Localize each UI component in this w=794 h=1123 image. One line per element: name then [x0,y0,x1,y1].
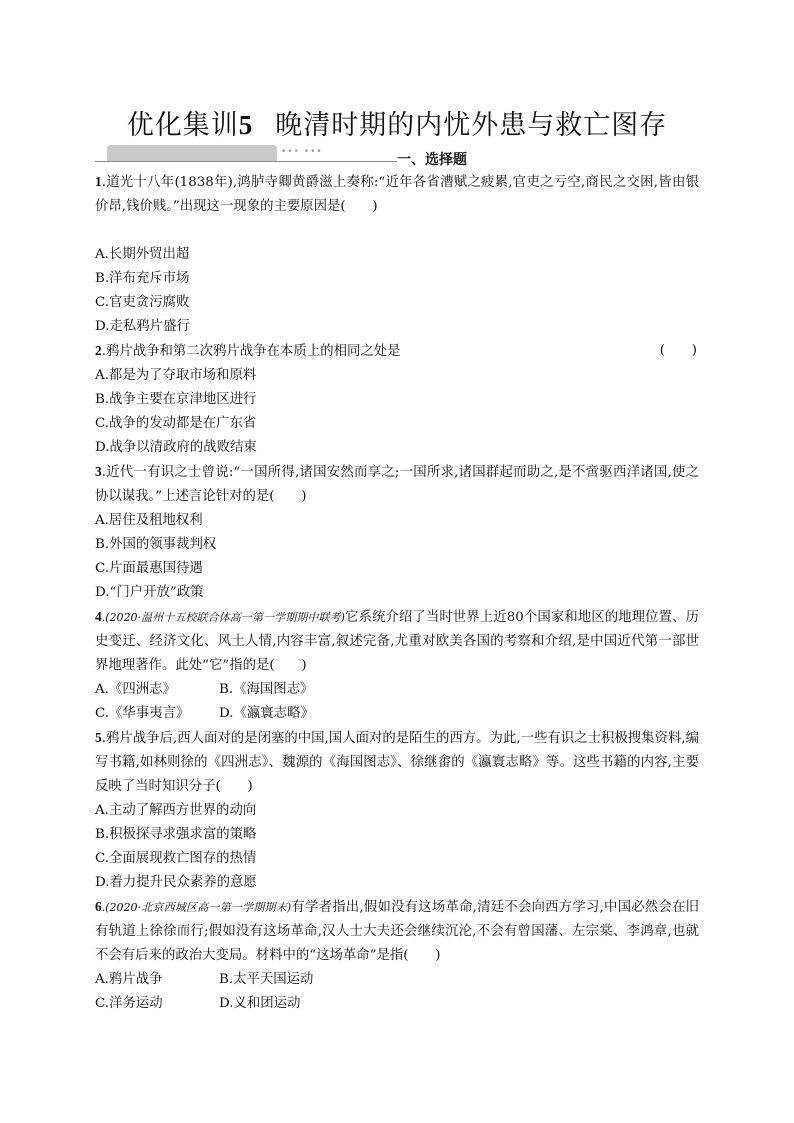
question-6 [95,895,699,1016]
section-rule [95,161,397,162]
title-number: 5 [238,110,254,140]
question-number: 2 [95,343,102,358]
option-d[interactable]: D.着力提升民众素养的意愿 [95,875,257,890]
question-stem: 4.(2020·温州十五校联合体高一第一学期期中联考)它系统介绍了当时世界上近80个国家和地区的地理位置、历史变迁、经济文化、风土人情,内容丰富,叙述完备,尤重对欧美各国的考察和介绍,是中国近代第一部世界地理著作。此处“它”指的是( ) [95,609,699,673]
section-header [95,145,495,168]
options [95,509,699,605]
question-list [95,170,699,1016]
question-stem: 6.(2020·北京西城区高一第一学期期末)有学者指出,假如没有这场革命,清廷不会向西方学习,中国必然会在旧有轨道上徐徐而行;假如没有这场革命,汉人士大夫还会继续沉沦,不会有曾国藩、左宗棠、李鸿章,也就不会有后来的政治大变局。材料中的“这场革命”是指( ) [95,899,699,963]
option-b[interactable]: B.《海国图志》 [219,682,314,697]
option-b[interactable]: B.外国的领事裁判权 [95,537,217,552]
option-c[interactable]: C.《华事夷言》 [95,706,190,721]
question-5 [95,726,699,895]
option-c[interactable]: C.战争的发动都是在广东省 [95,416,257,431]
question-4 [95,605,699,726]
section-tab-decoration [107,145,277,161]
option-a[interactable]: A.《四洲志》 [95,682,176,697]
option-c[interactable]: C.洋务运动 [95,996,163,1011]
option-c[interactable]: C.官吏贪污腐败 [95,295,190,310]
option-d[interactable]: D.走私鸦片盛行 [95,319,190,334]
page-title [0,103,794,142]
question-stem: 5.鸦片战争后,西人面对的是闭塞的中国,国人面对的是陌生的西方。为此,一些有识之士积极搜集资料,编写书籍,如林则徐的《四洲志》、魏源的《海国图志》、徐继畬的《瀛寰志略》等。这些书籍的内容,主要反映了当时知识分子( ) [95,730,699,794]
option-d[interactable]: D.义和团运动 [219,996,301,1011]
question-2 [95,339,699,460]
title-prefix: 优化集训 [126,110,239,141]
question-number: 5 [95,730,102,745]
option-c[interactable]: C.全面展现救亡图存的热情 [95,851,257,866]
option-c[interactable]: C.片面最惠国待遇 [95,561,203,576]
option-b[interactable]: B.积极探寻求强求富的策略 [95,827,257,842]
question-number: 6 [95,899,102,914]
option-a[interactable]: A.主动了解西方世界的动向 [95,803,257,818]
title-main: 晚清时期的内忧外患与救亡图存 [275,110,668,141]
option-d[interactable]: D.《瀛寰志略》 [219,706,314,721]
option-a[interactable]: A.鸦片战争 [95,972,163,987]
answer-paren: ( ) [659,343,697,358]
option-d[interactable]: D.战争以清政府的战败结束 [95,440,257,455]
question-stem: 1.道光十八年(1838年),鸿胪寺卿黄爵滋上奏称:“近年各省漕赋之疲累,官吏之亏空,商民之交困,皆由银价昂,钱价贱。”出现这一现象的主要原因是( ) [95,174,699,214]
option-d[interactable]: D.“门户开放”政策 [95,585,204,600]
option-a[interactable]: A.都是为了夺取市场和原料 [95,368,257,383]
question-3 [95,460,699,605]
options [95,799,699,895]
section-dots: ••• ••• [281,147,323,157]
options [95,968,699,1016]
options [95,678,699,726]
option-b[interactable]: B.太平天国运动 [219,972,314,987]
question-number: 3 [95,464,102,479]
option-a[interactable]: A.长期外贸出超 [95,247,190,262]
question-source: .(2020·北京西城区高一第一学期期末) [101,901,292,914]
options [95,364,699,460]
option-b[interactable]: B.洋布充斥市场 [95,271,190,286]
option-a[interactable]: A.居住及租地权利 [95,513,203,528]
question-stem: 2.鸦片战争和第二次鸦片战争在本质上的相同之处是 ( ) [95,339,699,364]
question-number: 4 [95,609,102,624]
question-stem: 3.近代一有识之士曾说:“一国所得,诸国安然而享之;一国所求,诸国群起而助之,是不啻驱西洋诸国,使之协以谋我。”上述言论针对的是( ) [95,464,699,504]
option-b[interactable]: B.战争主要在京津地区进行 [95,392,257,407]
question-number: 1 [95,174,102,189]
section-label: 一、选择题 [397,152,467,168]
question-source: .(2020·温州十五校联合体高一第一学期期中联考) [101,611,345,624]
options [95,243,699,339]
question-1 [95,170,699,339]
